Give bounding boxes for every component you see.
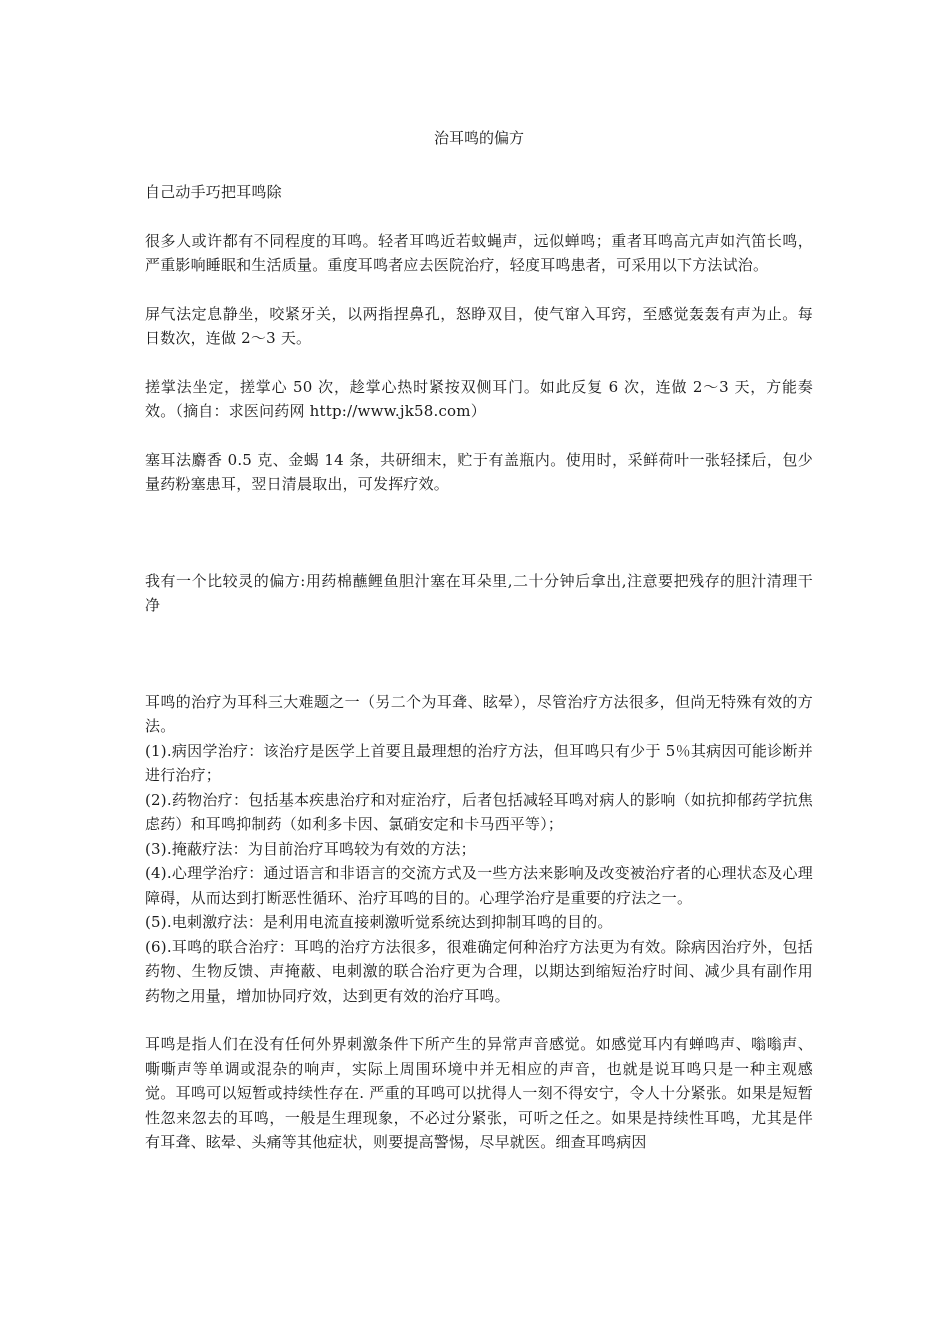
treatment-item-2: (2).药物治疗：包括基本疾患治疗和对症治疗，后者包括减轻耳鸣对病人的影响（如抗抑郁药学抗焦虑药）和耳鸣抑制药（如利多卡因、氯硝安定和卡马西平等）；: [145, 790, 813, 833]
treatment-item-4: (4).心理学治疗：通过语言和非语言的交流方式及一些方法来影响及改变被治疗者的心理状态及心理障碍，从而达到打断恶性循环、治疗耳鸣的目的。心理学治疗是重要的疗法之一。: [145, 864, 813, 907]
method-ear-plug: 塞耳法麝香 0.5 克、金蝎 14 条，共研细末，贮于有盖瓶内。使用时，采鲜荷叶一张轻揉后，包少量药粉塞患耳，翌日清晨取出，可发挥疗效。: [145, 450, 813, 493]
intro-paragraph: 很多人或许都有不同程度的耳鸣。轻者耳鸣近若蚊蝇声，远似蝉鸣；重者耳鸣高亢声如汽笛长鸣，严重影响睡眠和生活质量。重度耳鸣者应去医院治疗，轻度耳鸣患者，可采用以下方法试治。: [145, 231, 813, 274]
treatment-item-1: (1).病因学治疗：该治疗是医学上首要且最理想的治疗方法，但耳鸣只有少于 5％其病因可能诊断并进行治疗；: [145, 741, 813, 784]
treatment-intro: 耳鸣的治疗为耳科三大难题之一（另二个为耳聋、眩晕），尽管治疗方法很多，但尚无特殊有效的方法。: [145, 692, 813, 735]
document-title: 治耳鸣的偏方: [433, 129, 524, 147]
definition-paragraph: 耳鸣是指人们在没有任何外界刺激条件下所产生的异常声音感觉。如感觉耳内有蝉鸣声、嗡嗡声、嘶嘶声等单调或混杂的响声，实际上周围环境中并无相应的声音，也就是说耳鸣只是一种主观感觉。耳鸣可以短暂或持续性存在. 严重的耳鸣可以扰得人一刻不得安宁，令人十分紧张。如果是短暂性忽来忽去的耳鸣，一般是生理现象，不必过分紧张，可听之任之。如果是持续性耳鸣，尤其是伴有耳聋、眩晕、头痛等其他症状，则要提高警惕，尽早就医。细查耳鸣病因: [145, 1035, 813, 1151]
treatment-item-5: (5).电刺激疗法：是利用电流直接刺激听觉系统达到抑制耳鸣的目的。: [145, 913, 613, 931]
method-palm-rubbing: 搓掌法坐定，搓掌心 50 次，趁掌心热时紧按双侧耳门。如此反复 6 次，连做 2～3 天，方能奏效。（摘自：求医问药网 http://www.jk58.com）: [145, 377, 813, 420]
document-subtitle: 自己动手巧把耳鸣除: [145, 183, 282, 201]
treatment-item-6: (6).耳鸣的联合治疗：耳鸣的治疗方法很多，很难确定何种治疗方法更为有效。除病因治疗外，包括药物、生物反馈、声掩蔽、电刺激的联合治疗更为合理，以期达到缩短治疗时间、减少具有副作用药物之用量，增加协同疗效，达到更有效的治疗耳鸣。: [145, 937, 813, 1005]
document-body: [145, 126, 813, 1155]
method-breath-holding: 屏气法定息静坐，咬紧牙关，以两指捏鼻孔，怒睁双目，使气窜入耳窍，至感觉轰轰有声为止。每日数次，连做 2～3 天。: [145, 304, 813, 347]
folk-remedy-paragraph: 我有一个比较灵的偏方:用药棉蘸鲤鱼胆汁塞在耳朵里,二十分钟后拿出,注意要把残存的胆汁清理干净: [145, 571, 813, 614]
treatment-item-3: (3).掩蔽疗法：为目前治疗耳鸣较为有效的方法；: [145, 839, 476, 858]
